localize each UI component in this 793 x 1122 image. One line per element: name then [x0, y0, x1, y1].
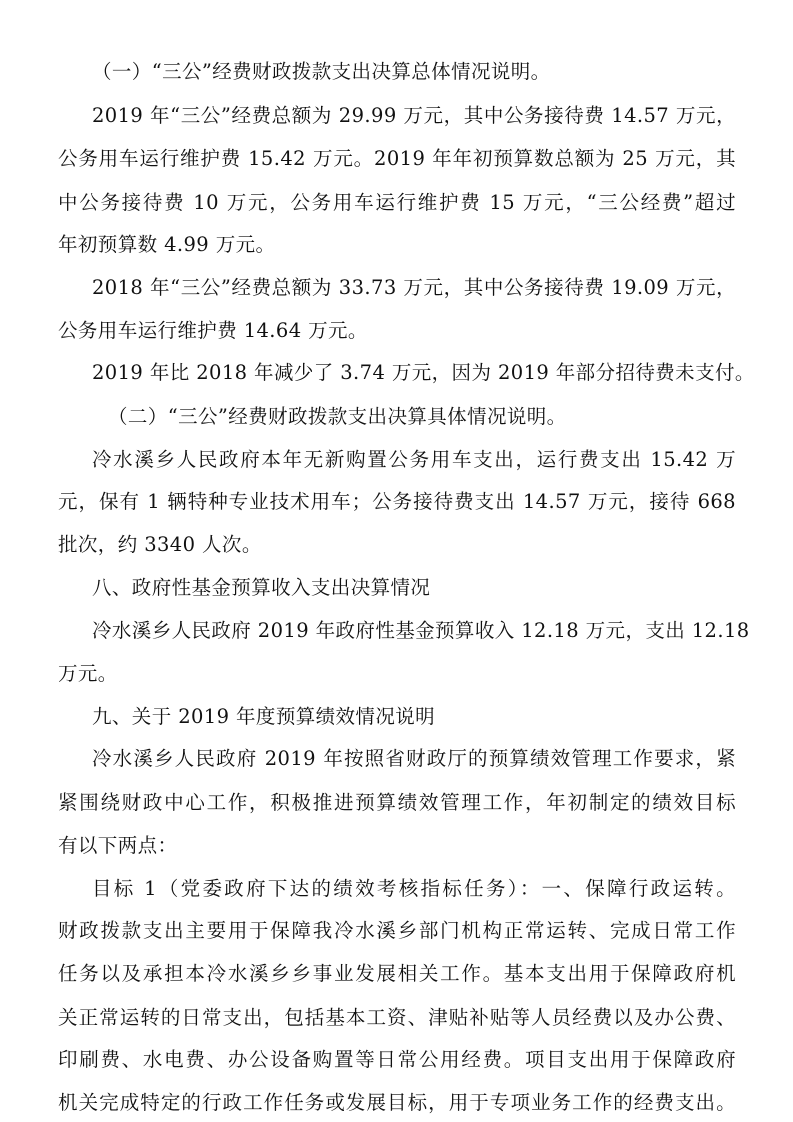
- paragraph-line: 公务用车运行维护费 14.64 万元。: [58, 319, 368, 343]
- paragraph-line: 2018 年“三公”经费总额为 33.73 万元，其中公务接待费 19.09 万元，: [92, 275, 736, 299]
- paragraph-line: 印刷费、水电费、办公设备购置等日常公用经费。项目支出用于保障政府: [58, 1047, 736, 1071]
- paragraph-line: 2019 年比 2018 年减少了 3.74 万元，因为 2019 年部分招待费未支付。: [92, 361, 755, 385]
- paragraph-line: 冷水溪乡人民政府 2019 年政府性基金预算收入 12.18 万元，支出 12.18: [92, 618, 750, 642]
- paragraph-line: 年初预算数 4.99 万元。: [58, 232, 276, 256]
- section-heading-8: 八、政府性基金预算收入支出决算情况: [92, 576, 431, 600]
- section-heading-2: （二）“三公”经费财政拨款支出决算具体情况说明。: [108, 404, 567, 428]
- paragraph-line: 批次，约 3340 人次。: [58, 533, 262, 557]
- paragraph-line: 元，保有 1 辆特种专业技术用车；公务接待费支出 14.57 万元，接待 668: [58, 490, 736, 514]
- paragraph-line: 中公务接待费 10 万元，公务用车运行维护费 15 万元，“三公经费”超过: [58, 190, 736, 214]
- section-heading-1: （一）“三公”经费财政拨款支出决算总体情况说明。: [92, 60, 551, 83]
- paragraph-line: 万元。: [58, 661, 118, 685]
- paragraph-line: 机关完成特定的行政工作任务或发展目标，用于专项业务工作的经费支出。: [58, 1090, 736, 1114]
- paragraph-line: 有以下两点：: [58, 833, 178, 857]
- paragraph-line: 关正常运转的日常支出，包括基本工资、津贴补贴等人员经费以及办公费、: [58, 1005, 736, 1029]
- paragraph-line: 财政拨款支出主要用于保障我冷水溪乡部门机构正常运转、完成日常工作: [58, 919, 736, 943]
- paragraph-line: 任务以及承担本冷水溪乡乡事业发展相关工作。基本支出用于保障政府机: [58, 962, 736, 986]
- paragraph-line: 冷水溪乡人民政府本年无新购置公务用车支出，运行费支出 15.42 万: [92, 447, 736, 471]
- paragraph-line: 2019 年“三公”经费总额为 29.99 万元，其中公务接待费 14.57 万元，: [92, 104, 736, 128]
- paragraph-line: 公务用车运行维护费 15.42 万元。2019 年年初预算数总额为 25 万元，其: [58, 147, 736, 171]
- paragraph-line: 紧围绕财政中心工作，积极推进预算绩效管理工作，年初制定的绩效目标: [58, 790, 736, 814]
- paragraph-line: 冷水溪乡人民政府 2019 年按照省财政厅的预算绩效管理工作要求，紧: [92, 747, 736, 771]
- paragraph-line: 目标 1（党委政府下达的绩效考核指标任务）：一、保障行政运转。: [92, 876, 736, 900]
- section-heading-9: 九、关于 2019 年度预算绩效情况说明: [92, 705, 436, 729]
